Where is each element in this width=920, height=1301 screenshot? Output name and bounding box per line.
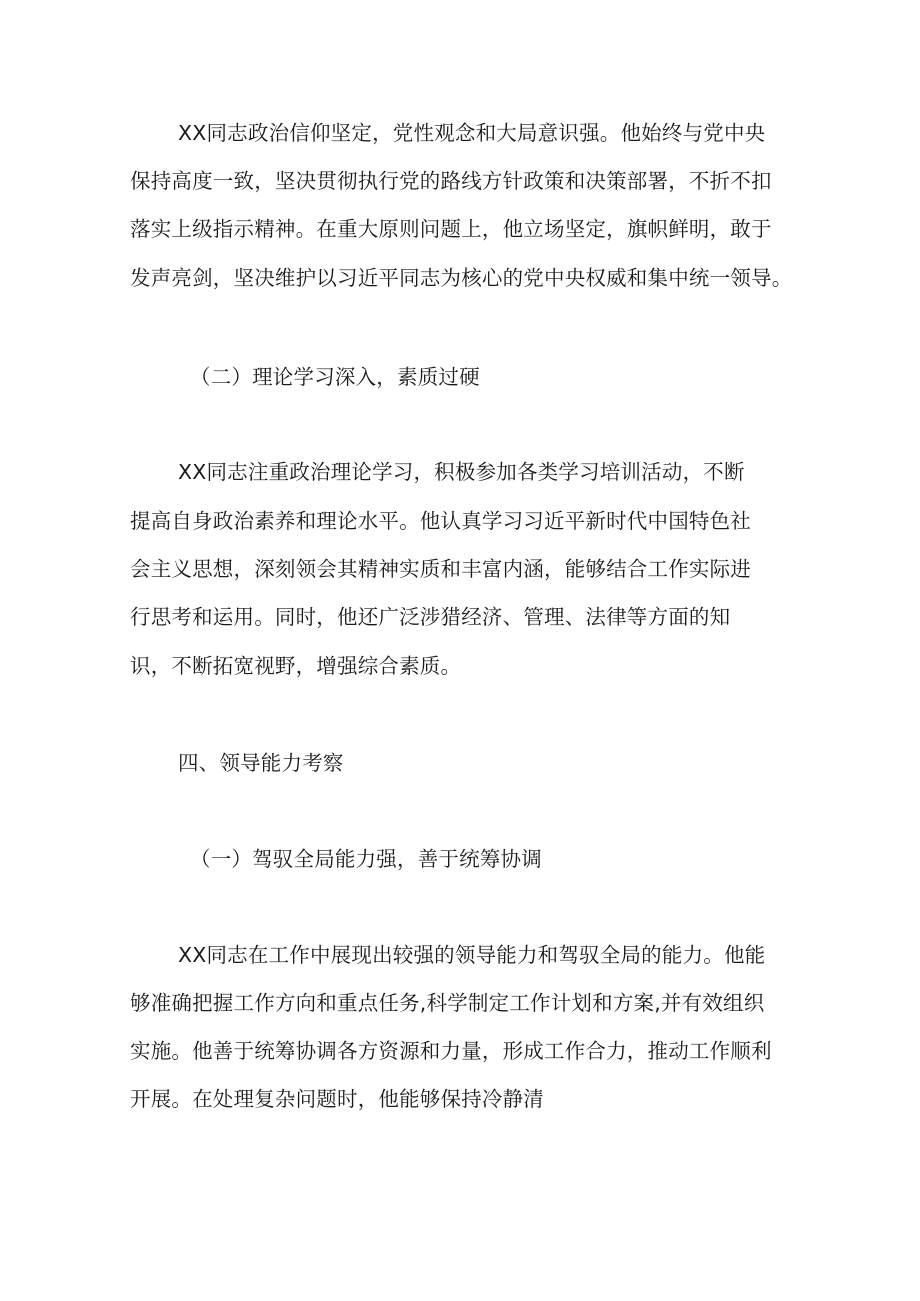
- paragraph-2-line-2: 提高自身政治素养和理论水平。他认真学习习近平新时代中国特色社: [130, 509, 751, 533]
- subheading-theory-study: （二）理论学习深入，素质过硬: [190, 365, 480, 389]
- paragraph-3-line-3: 实施。他善于统筹协调各方资源和力量，形成工作合力，推动工作顺利: [130, 1039, 772, 1063]
- paragraph-1-line-3: 落实上级指示精神。在重大原则问题上，他立场坚定，旗帜鲜明，敢于: [130, 217, 772, 241]
- paragraph-3-line-4: 开展。在处理复杂问题时，他能够保持冷静清: [130, 1087, 544, 1111]
- paragraph-1-line-1: XX同志政治信仰坚定，党性观念和大局意识强。他始终与党中央: [178, 121, 766, 145]
- paragraph-3-line-2: 够准确把握工作方向和重点任务,科学制定工作计划和方案,并有效组织: [130, 991, 765, 1015]
- paragraph-3-line-1: XX同志在工作中展现出较强的领导能力和驾驭全局的能力。他能: [178, 943, 766, 967]
- paragraph-1-line-4: 发声亮剑，坚决维护以习近平同志为核心的党中央权威和集中统一领导。: [130, 266, 793, 290]
- section-heading-leadership: 四、领导能力考察: [178, 751, 344, 775]
- paragraph-2-line-4: 行思考和运用。同时，他还广泛涉猎经济、管理、法律等方面的知: [130, 605, 731, 629]
- paragraph-2-line-3: 会主义思想，深刻领会其精神实质和丰富内涵，能够结合工作实际进: [130, 557, 751, 581]
- paragraph-2-line-5: 识，不断拓宽视野，增强综合素质。: [130, 654, 462, 678]
- paragraph-1-line-2: 保持高度一致，坚决贯彻执行党的路线方针政策和决策部署，不折不扣: [130, 169, 772, 193]
- paragraph-2-line-1: XX同志注重政治理论学习，积极参加各类学习培训活动，不断: [178, 460, 745, 484]
- subheading-overall-control: （一）驾驭全局能力强，善于统筹协调: [190, 847, 542, 871]
